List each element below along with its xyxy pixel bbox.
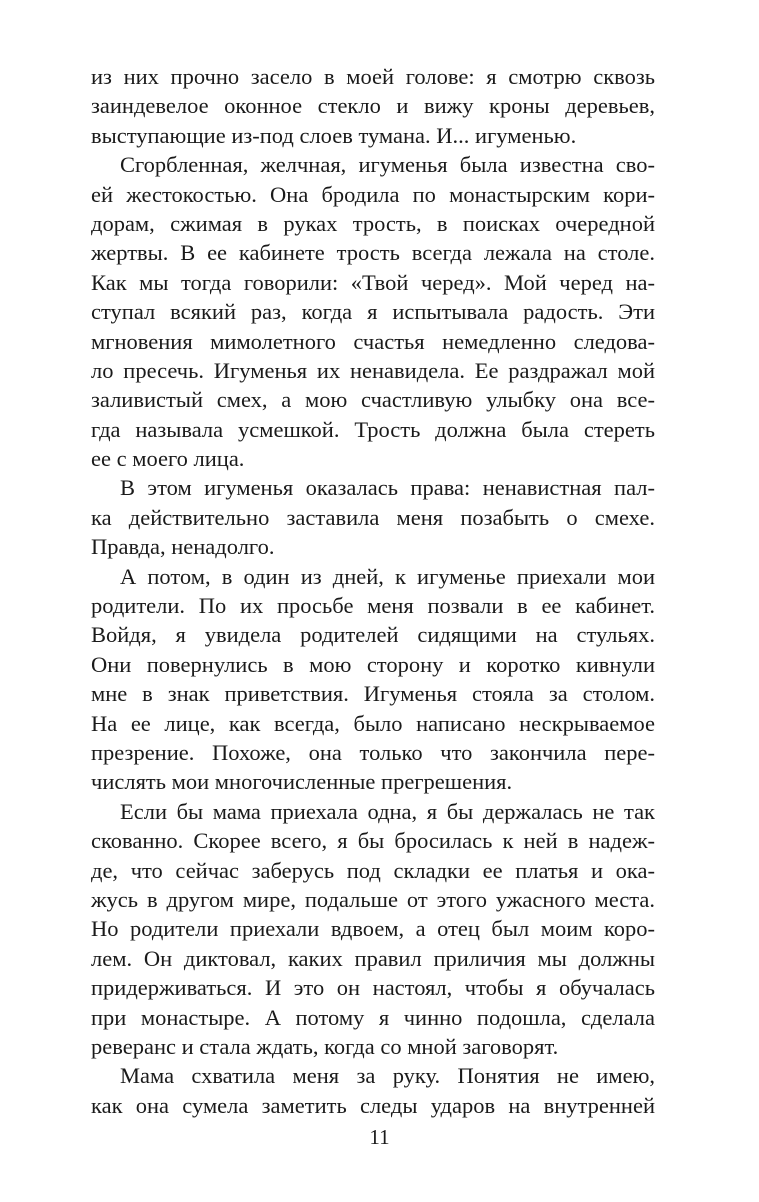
text-line: ступал всякий раз, когда я испытывала радость. Эти: [91, 299, 655, 325]
text-line: лем. Он диктовал, каких правил приличия мы должны: [91, 945, 655, 971]
text-line: родители. По их просьбе меня позвали в ее кабинет.: [91, 593, 655, 619]
text-line: жусь в другом мире, подальше от этого ужасного места.: [91, 886, 655, 912]
text-line: Сгорбленная, желчная, игуменья была известна сво-: [120, 152, 655, 178]
text-line: дорам, сжимая в руках трость, в поисках очередной: [91, 210, 655, 236]
text-line: Но родители приехали вдвоем, а отец был моим коро-: [91, 916, 655, 942]
text-line: заливистый смех, а мою счастливую улыбку она все-: [91, 387, 655, 413]
text-line: заиндевелое оконное стекло и вижу кроны деревьев,: [91, 93, 655, 119]
text-line: жертвы. В ее кабинете трость всегда лежала на столе.: [91, 240, 655, 266]
text-line: На ее лице, как всегда, было написано нескрываемое: [91, 710, 655, 736]
text-line: Мама схватила меня за руку. Понятия не имею,: [120, 1063, 655, 1089]
text-line: при монастыре. А потому я чинно подошла, сделала: [91, 1004, 655, 1030]
text-line: мне в знак приветствия. Игуменья стояла за столом.: [91, 681, 655, 707]
text-line: Как мы тогда говорили: «Твой черед». Мой черед на-: [91, 269, 655, 295]
text-line: из них прочно засело в моей голове: я смотрю сквозь: [91, 64, 655, 89]
text-line: придерживаться. И это он настоял, чтобы я обучалась: [91, 975, 655, 1001]
text-line: мгновения мимолетного счастья немедленно следова-: [91, 328, 655, 354]
text-line: ка действительно заставила меня позабыть о смехе.: [91, 504, 655, 530]
text-line: презрение. Похоже, она только что закончила пере-: [91, 739, 655, 765]
text-line: Войдя, я увидела родителей сидящими на стульях.: [91, 622, 655, 648]
text-line: Они повернулись в мою сторону и коротко кивнули: [91, 651, 655, 677]
text-line: ей жестокостью. Она бродила по монастырским кори-: [91, 181, 655, 207]
text-line: реверанс и стала ждать, когда со мной заговорят.: [91, 1033, 559, 1059]
text-line: А потом, в один из дней, к игуменье приехали мои: [120, 563, 655, 589]
text-line: В этом игуменья оказалась права: ненавистная пал-: [120, 475, 655, 501]
page-number: 11: [369, 1125, 390, 1149]
text-line: как она сумела заметить следы ударов на внутренней: [91, 1092, 655, 1118]
text-line: скованно. Скорее всего, я бы бросилась к ней в надеж-: [91, 828, 655, 854]
text-line: числять мои многочисленные прегрешения.: [91, 769, 513, 795]
text-line: выступающие из-под слоев тумана. И... игуменью.: [91, 122, 577, 148]
text-line: ло пресечь. Игуменья их ненавидела. Ее раздражал мой: [91, 357, 655, 383]
text-line: де, что сейчас заберусь под складки ее платья и ока-: [91, 857, 655, 883]
text-line: ее с моего лица.: [91, 446, 245, 472]
text-line: гда называла усмешкой. Трость должна была стереть: [91, 416, 655, 442]
text-line: Если бы мама приехала одна, я бы держалась не так: [120, 798, 655, 824]
text-line: Правда, ненадолго.: [91, 534, 275, 560]
page-body-text: [91, 62, 655, 1120]
